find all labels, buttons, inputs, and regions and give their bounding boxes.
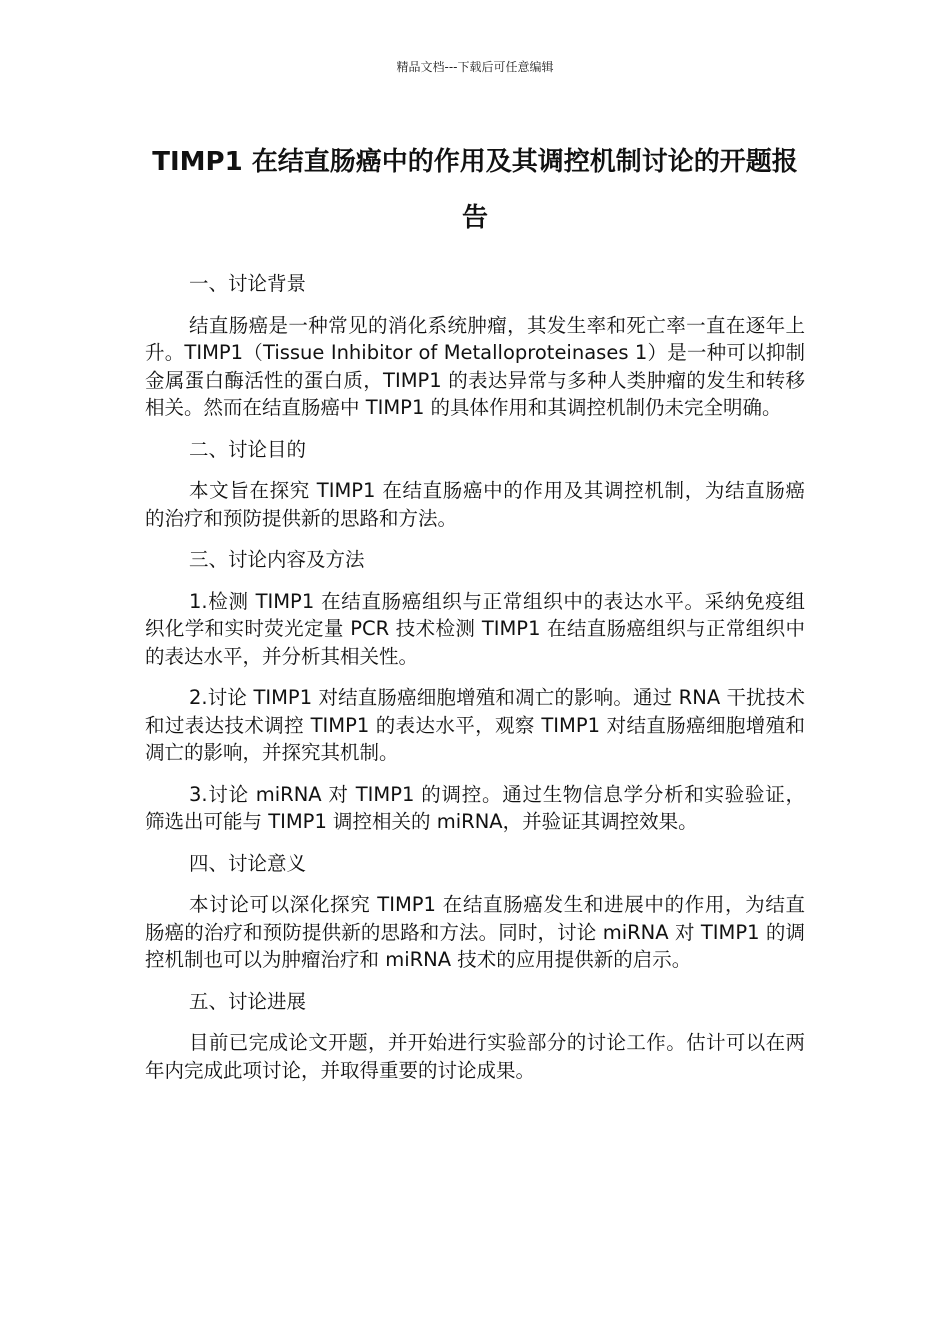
paragraph-progress: 目前已完成论文开题，并开始进行实验部分的讨论工作。估计可以在两年内完成此项讨论，并取得重要的讨论成果。 (145, 1031, 805, 1082)
paragraph-significance: 本讨论可以深化探究 TIMP1 在结直肠癌发生和进展中的作用，为结直肠癌的治疗和预防提供新的思路和方法。同时，讨论 miRNA 对 TIMP1 的调控机制也可以为肿瘤治疗和 miRNA 技术的应用提供新的启示。 (145, 893, 805, 971)
section-heading-methods: 三、讨论内容及方法 (189, 548, 365, 571)
paragraph-purpose: 本文旨在探究 TIMP1 在结直肠癌中的作用及其调控机制，为结直肠癌的治疗和预防提供新的思路和方法。 (145, 479, 805, 530)
section-heading-significance: 四、讨论意义 (189, 851, 307, 875)
paragraph-background: 结直肠癌是一种常见的消化系统肿瘤，其发生率和死亡率一直在逐年上升。TIMP1（Tissue Inhibitor of Metalloproteinases 1）是一种可以抑制金属蛋白酶活性的蛋白质，TIMP1 的表达异常与多种人类肿瘤的发生和转移相关。然而在结直肠癌中 TIMP1 的具体作用和其调控机制仍未完全明确。 (145, 313, 805, 419)
paragraph-method-1: 1.检测 TIMP1 在结直肠癌组织与正常组织中的表达水平。采纳免疫组织化学和实时荧光定量 PCR 技术检测 TIMP1 在结直肠癌组织与正常组织中的表达水平，并分析其相关性。 (145, 589, 805, 668)
section-heading-purpose: 二、讨论目的 (189, 437, 307, 461)
paragraph-method-3: 3.讨论 miRNA 对 TIMP1 的调控。通过生物信息学分析和实验验证，筛选出可能与 TIMP1 调控相关的 miRNA，并验证其调控效果。 (145, 782, 805, 833)
paragraph-method-2: 2.讨论 TIMP1 对结直肠癌细胞增殖和凋亡的影响。通过 RNA 干扰技术和过表达技术调控 TIMP1 的表达水平，观察 TIMP1 对结直肠癌细胞增殖和凋亡的影响，并探究其机制。 (145, 686, 805, 764)
document-body (145, 270, 805, 1098)
page-header: 精品文档---下载后可任意编辑 (396, 60, 554, 74)
section-heading-progress: 五、讨论进展 (189, 989, 307, 1013)
section-heading-background: 一、讨论背景 (189, 272, 307, 295)
document-title: TIMP1 在结直肠癌中的作用及其调控机制讨论的开题报告 (152, 147, 798, 233)
